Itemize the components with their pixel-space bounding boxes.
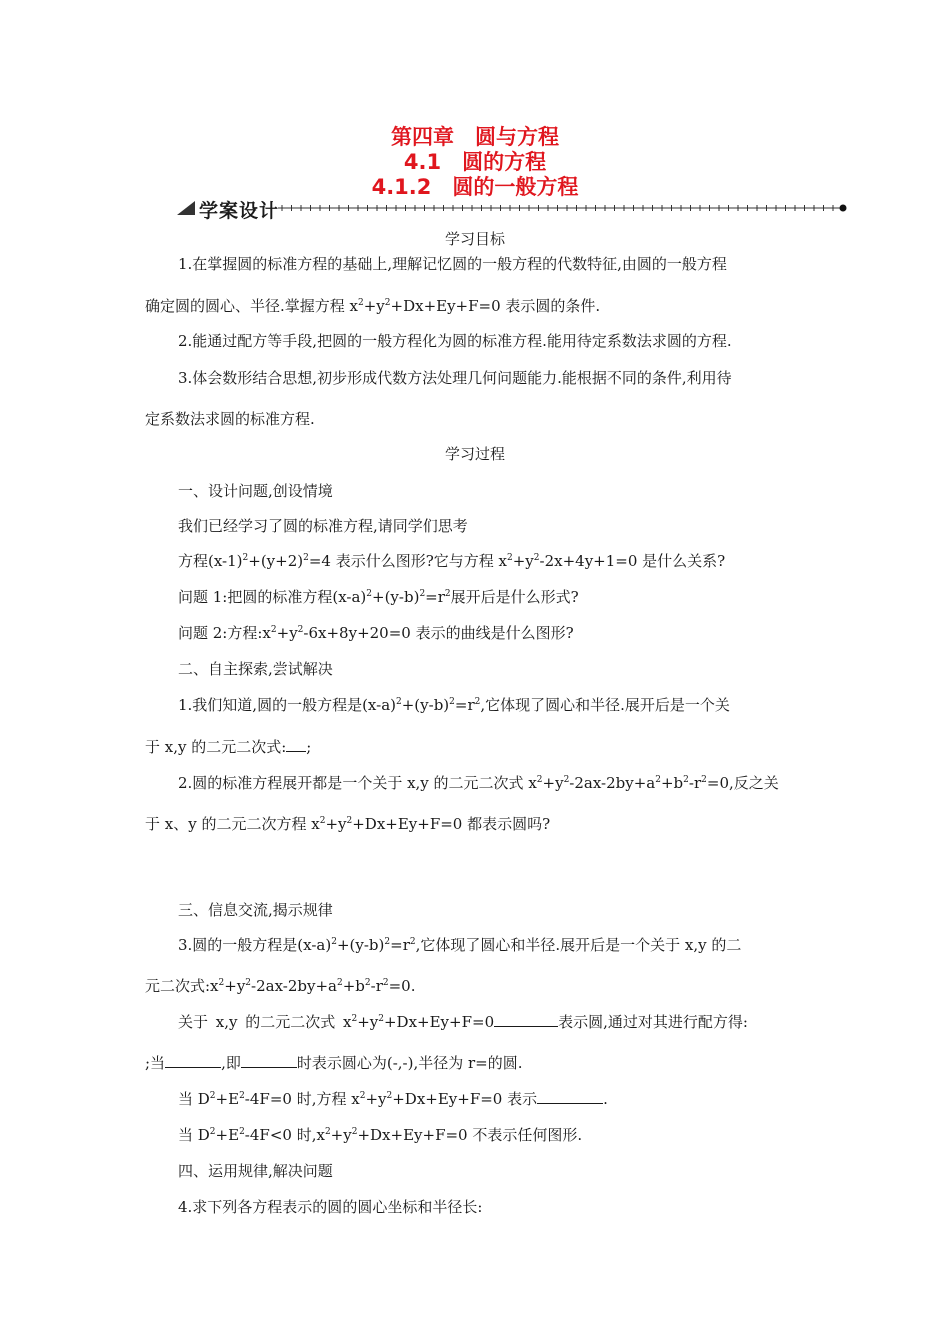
section-3-paragraph-4: 当 $D^2+E^2-4F<0$ 时$,x^2+y^2+Dx+Ey+F=0$ 不表示任何图形.	[178, 1126, 583, 1144]
goal-item-1: 1.在掌握圆的标准方程的基础上,理解记忆圆的一般方程的代数特征,由圆的一般方程	[178, 255, 727, 273]
section-3-paragraph-3: 当 $D^2+E^2-4F=0$ 时,方程 $x^2+y^2+Dx+Ey+F=0$ 表示 .	[178, 1090, 608, 1108]
section-3-item-3: 3.圆的一般方程是$(x-a)^2+(y-b)^2=r^2$,它体现了圆心和半径.展开后是一个关于 x,y 的二	[178, 936, 742, 954]
section-2-item-2-cont: 于 x、y 的二元二次方程 $x^2+y^2+Dx+Ey+F=0$ 都表示圆吗?	[145, 815, 551, 833]
section-3-paragraph-1: 关于 x,y 的二元二次式 $x^2+y^2+Dx+Ey+F=0$ 表示圆,通过对其进行配方得:	[178, 1013, 748, 1031]
goals-heading: 学习目标	[444, 230, 505, 248]
section-title: 4.1 圆的方程	[403, 150, 547, 174]
goal-item-3-cont: 定系数法求圆的标准方程.	[145, 410, 315, 428]
process-heading: 学习过程	[444, 445, 505, 463]
question-1: 问题 1:把圆的标准方程$(x-a)^2+(y-b)^2=r^2$展开后是什么形式?	[178, 588, 579, 606]
answer-blank[interactable]	[286, 739, 306, 752]
answer-blank[interactable]	[241, 1055, 297, 1068]
section-4-item-4: 4.求下列各方程表示的圆的圆心坐标和半径长:	[178, 1198, 483, 1216]
study-design-banner	[175, 196, 850, 220]
banner-label: 学案设计	[199, 200, 280, 222]
section-4-heading: 四、运用规律,解决问题	[178, 1162, 333, 1180]
answer-blank[interactable]	[494, 1014, 558, 1027]
section-2-item-1-cont: 于 x,y 的二元二次式: ;	[145, 738, 312, 756]
triangle-icon	[175, 199, 197, 217]
section-1-heading: 一、设计问题,创设情境	[178, 482, 333, 500]
section-3-heading: 三、信息交流,揭示规律	[178, 901, 333, 919]
goal-item-3: 3.体会数形结合思想,初步形成代数方法处理几何问题能力.能根据不同的条件,利用待	[178, 369, 732, 387]
chapter-title: 第四章 圆与方程	[391, 125, 559, 149]
section-1-text: 我们已经学习了圆的标准方程,请同学们思考	[178, 517, 468, 535]
goal-item-2: 2.能通过配方等手段,把圆的一般方程化为圆的标准方程.能用待定系数法求圆的方程.	[178, 332, 732, 350]
section-3-paragraph-2: ;当 ,即 时表示圆心为(-,-),半径为 r=的圆.	[145, 1054, 523, 1072]
question-2: 问题 2:方程$:x^2+y^2-6x+8y+20=0$ 表示的曲线是什么图形?	[178, 624, 574, 642]
section-3-item-3-cont: 元二次式$:x^2+y^2-2ax-2by+a^2+b^2-r^2=0$.	[145, 977, 416, 995]
section-2-item-2: 2.圆的标准方程展开都是一个关于 x,y 的二元二次式 $x^2+y^2-2ax-2by+a^2+b^2-r^2=0$,反之关	[178, 774, 779, 792]
goal-item-1-cont: 确定圆的圆心、半径.掌握方程 $x^2+y^2+Dx+Ey+F=0$ 表示圆的条件.	[145, 297, 601, 315]
answer-blank[interactable]	[537, 1091, 603, 1104]
section-2-item-1: 1.我们知道,圆的一般方程是$(x-a)^2+(y-b)^2=r^2$,它体现了圆心和半径.展开后是一个关	[178, 696, 730, 714]
section-1-equation: 方程$(x-1)^2+(y+2)^2=4$ 表示什么图形?它与方程 $x^2+y^2-2x+4y+1=0$ 是什么关系?	[178, 552, 726, 570]
dotted-rule	[278, 196, 848, 220]
section-2-heading: 二、自主探索,尝试解决	[178, 660, 333, 678]
subsection-title: 4.1.2 圆的一般方程	[371, 175, 579, 199]
answer-blank[interactable]	[165, 1055, 221, 1068]
